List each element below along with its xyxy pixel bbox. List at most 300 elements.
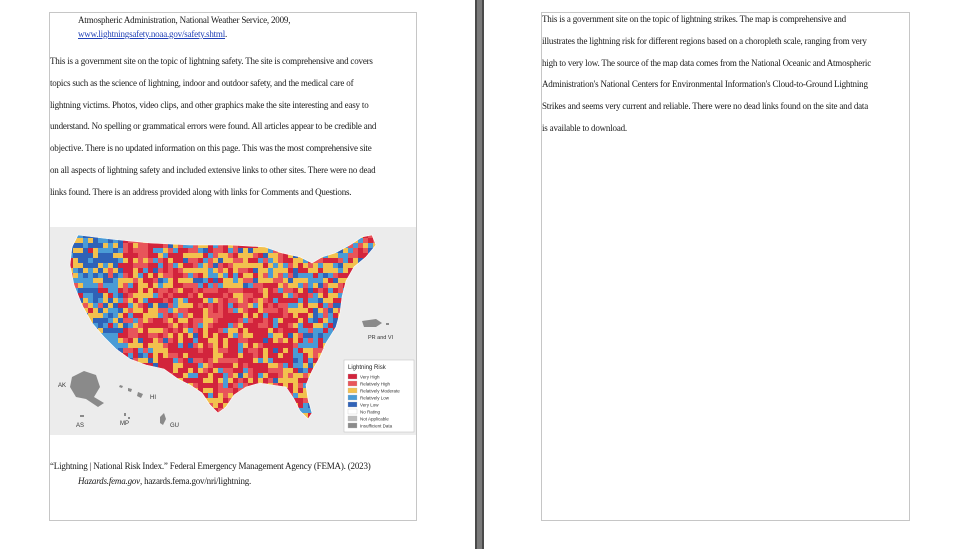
county-cell [143,283,148,288]
county-cell [208,368,213,373]
county-cell [223,273,228,278]
county-cell [88,273,93,278]
county-cell [308,308,313,313]
county-cell [333,263,338,268]
county-cell [263,303,268,308]
legend-label: No Rating [360,409,381,415]
county-cell [133,303,138,308]
county-cell [198,298,203,303]
county-cell [273,358,278,363]
county-cell [128,298,133,303]
county-cell [198,363,203,368]
county-cell [153,323,158,328]
county-cell [123,318,128,323]
county-cell [283,313,288,318]
county-cell [268,253,273,258]
county-cell [253,283,258,288]
county-cell [283,263,288,268]
county-cell [138,318,143,323]
county-cell [293,373,298,378]
county-cell [243,358,248,363]
county-cell [188,373,193,378]
county-cell [233,328,238,333]
county-cell [183,278,188,283]
county-cell [233,318,238,323]
county-cell [158,258,163,263]
county-cell [153,358,158,363]
paragraph-line: lightning victims. Photos, video clips, and other graphics make the site interesting and easy to [50,99,369,110]
county-cell [158,283,163,288]
county-cell [243,283,248,288]
county-cell [108,263,113,268]
legend-swatch [348,381,357,386]
county-cell [343,263,348,268]
county-cell [198,353,203,358]
county-cell [248,358,253,363]
county-cell [238,313,243,318]
county-cell [148,248,153,253]
legend-swatch [348,409,357,414]
county-cell [193,323,198,328]
county-cell [343,248,348,253]
county-cell [153,278,158,283]
county-cell [98,283,103,288]
county-cell [143,303,148,308]
county-cell [263,248,268,253]
county-cell [238,293,243,298]
county-cell [228,263,233,268]
county-cell [118,283,123,288]
county-cell [183,343,188,348]
county-cell [283,363,288,368]
county-cell [218,318,223,323]
county-cell [268,263,273,268]
county-cell [288,333,293,338]
paragraph-line: is available to download. [542,122,627,133]
county-cell [323,318,328,323]
county-cell [183,283,188,288]
county-cell [153,313,158,318]
county-cell [193,268,198,273]
county-cell [248,293,253,298]
county-cell [183,313,188,318]
county-cell [323,293,328,298]
county-cell [273,323,278,328]
county-cell [78,258,83,263]
county-cell [328,328,333,333]
county-cell [288,323,293,328]
county-cell [288,273,293,278]
county-cell [313,308,318,313]
legend-label: Relatively High [360,381,391,387]
county-cell [123,248,128,253]
county-cell [203,248,208,253]
county-cell [128,293,133,298]
county-cell [123,253,128,258]
county-cell [83,268,88,273]
county-cell [163,323,168,328]
county-cell [223,343,228,348]
county-cell [208,398,213,403]
county-cell [98,258,103,263]
county-cell [328,323,333,328]
county-cell [198,288,203,293]
county-cell [283,268,288,273]
county-cell [313,333,318,338]
county-cell [298,278,303,283]
county-cell [253,268,258,273]
county-cell [183,248,188,253]
county-cell [208,283,213,288]
county-cell [268,278,273,283]
county-cell [333,303,338,308]
county-cell [158,318,163,323]
county-cell [268,353,273,358]
county-cell [218,283,223,288]
county-cell [118,328,123,333]
county-cell [123,338,128,343]
county-cell [223,308,228,313]
county-cell [93,263,98,268]
county-cell [78,243,83,248]
county-cell [303,283,308,288]
county-cell [98,238,103,243]
county-cell [238,373,243,378]
county-cell [103,288,108,293]
county-cell [278,283,283,288]
county-cell [293,263,298,268]
county-cell [268,268,273,273]
county-cell [153,353,158,358]
county-cell [318,278,323,283]
county-cell [113,293,118,298]
county-cell [318,313,323,318]
county-cell [303,273,308,278]
county-cell [318,308,323,313]
county-cell [158,253,163,258]
document-page-right [541,12,910,521]
county-cell [358,253,363,258]
county-cell [208,288,213,293]
county-cell [203,253,208,258]
county-cell [173,328,178,333]
county-cell [183,328,188,333]
county-cell [248,343,253,348]
paragraph-line: high to very low. The source of the map data comes from the National Oceanic and Atmospheric [542,57,871,68]
county-cell [353,243,358,248]
county-cell [108,278,113,283]
county-cell [333,273,338,278]
county-cell [258,358,263,363]
county-cell [248,308,253,313]
county-cell [263,338,268,343]
county-cell [243,248,248,253]
county-cell [308,323,313,328]
county-cell [303,398,308,403]
county-cell [163,288,168,293]
county-cell [203,298,208,303]
county-cell [208,318,213,323]
county-cell [123,323,128,328]
county-cell [78,268,83,273]
county-cell [233,358,238,363]
county-cell [173,258,178,263]
county-cell [193,368,198,373]
county-cell [333,298,338,303]
label-gu: GU [170,423,179,429]
county-cell [163,353,168,358]
county-cell [228,313,233,318]
county-cell [138,288,143,293]
county-cell [218,313,223,318]
county-cell [223,383,228,388]
county-cell [133,293,138,298]
county-cell [313,278,318,283]
county-cell [228,318,233,323]
county-cell [183,258,188,263]
county-cell [88,278,93,283]
county-cell [223,368,228,373]
county-cell [148,318,153,323]
county-cell [123,283,128,288]
county-cell [283,348,288,353]
county-cell [153,303,158,308]
county-cell [258,363,263,368]
county-cell [253,338,258,343]
county-cell [178,258,183,263]
county-cell [263,328,268,333]
county-cell [148,358,153,363]
county-cell [348,248,353,253]
county-cell [188,358,193,363]
county-cell [273,353,278,358]
county-cell [233,253,238,258]
county-cell [168,298,173,303]
county-cell [143,253,148,258]
county-cell [313,273,318,278]
county-cell [323,308,328,313]
county-cell [268,328,273,333]
county-cell [248,323,253,328]
county-cell [133,258,138,263]
county-cell [78,283,83,288]
county-cell [218,328,223,333]
county-cell [188,318,193,323]
county-cell [108,298,113,303]
county-cell [108,248,113,253]
county-cell [298,358,303,363]
county-cell [168,258,173,263]
county-cell [133,353,138,358]
county-cell [308,278,313,283]
county-cell [303,313,308,318]
county-cell [218,278,223,283]
county-cell [208,298,213,303]
county-cell [238,348,243,353]
county-cell [138,258,143,263]
map-graphic [50,227,417,435]
county-cell [333,288,338,293]
county-cell [193,248,198,253]
county-cell [233,388,238,393]
county-cell [203,303,208,308]
county-cell [188,303,193,308]
county-cell [103,298,108,303]
county-cell [263,373,268,378]
county-cell [198,308,203,313]
county-cell [328,293,333,298]
county-cell [213,313,218,318]
county-cell [233,298,238,303]
county-cell [313,348,318,353]
county-cell [158,288,163,293]
county-cell [208,343,213,348]
county-cell [283,308,288,313]
county-cell [353,253,358,258]
county-cell [238,368,243,373]
county-cell [103,303,108,308]
county-cell [203,323,208,328]
county-cell [213,393,218,398]
document-page-left [49,12,417,521]
county-cell [128,308,133,313]
county-cell [233,323,238,328]
county-cell [213,368,218,373]
noaa-safety-link[interactable]: www.lightningsafety.noaa.gov/safety.shtml [78,29,226,39]
county-cell [268,358,273,363]
county-cell [188,368,193,373]
county-cell [283,378,288,383]
county-cell [328,288,333,293]
county-cell [168,308,173,313]
county-cell [148,343,153,348]
county-cell [203,373,208,378]
county-cell [238,268,243,273]
county-cell [113,278,118,283]
county-cell [103,268,108,273]
county-cell [293,273,298,278]
county-cell [253,363,258,368]
county-cell [168,253,173,258]
county-cell [183,348,188,353]
county-cell [158,338,163,343]
county-cell [208,278,213,283]
county-cell [183,373,188,378]
county-cell [98,308,103,313]
county-cell [163,318,168,323]
county-cell [273,288,278,293]
county-cell [243,328,248,333]
county-cell [283,258,288,263]
county-cell [198,293,203,298]
map-legend [344,360,414,432]
county-cell [168,278,173,283]
county-cell [283,293,288,298]
county-cell [158,328,163,333]
bottom-citation-rest: , hazards.fema.gov/nri/lightning. [139,475,252,486]
county-cell [178,288,183,293]
county-cell [93,238,98,243]
county-cell [153,328,158,333]
paragraph-line: This is a government site on the topic of lightning strikes. The map is comprehensive and [542,14,846,24]
county-cell [83,278,88,283]
county-cell [178,293,183,298]
county-cell [193,258,198,263]
county-cell [118,263,123,268]
county-cell [88,248,93,253]
county-cell [313,263,318,268]
legend-label: Very High [360,374,380,380]
county-cell [183,363,188,368]
county-cell [278,293,283,298]
county-cell [193,333,198,338]
county-cell [153,338,158,343]
county-cell [163,278,168,283]
county-cell [308,353,313,358]
county-cell [253,303,258,308]
county-cell [308,273,313,278]
county-cell [173,303,178,308]
county-cell [313,293,318,298]
county-cell [113,328,118,333]
county-cell [228,378,233,383]
county-cell [113,313,118,318]
county-cell [263,268,268,273]
county-cell [293,268,298,273]
county-cell [128,278,133,283]
county-cell [303,363,308,368]
county-cell [333,308,338,313]
county-cell [288,288,293,293]
county-cell [118,298,123,303]
county-cell [178,343,183,348]
legend-label: Relatively Low [360,395,390,401]
county-cell [248,278,253,283]
county-cell [243,263,248,268]
county-cell [183,273,188,278]
county-cell [168,293,173,298]
county-cell [223,323,228,328]
county-cell [118,248,123,253]
county-cell [298,403,303,408]
county-cell [223,303,228,308]
county-cell [163,293,168,298]
county-cell [283,343,288,348]
american-samoa-shape [80,415,84,417]
county-cell [173,298,178,303]
county-cell [368,238,373,243]
county-cell [228,308,233,313]
county-cell [298,388,303,393]
county-cell [168,358,173,363]
county-cell [218,263,223,268]
county-cell [223,298,228,303]
county-cell [258,263,263,268]
county-cell [318,343,323,348]
county-cell [138,353,143,358]
county-cell [163,248,168,253]
county-cell [198,348,203,353]
county-cell [263,343,268,348]
county-cell [248,313,253,318]
county-cell [223,318,228,323]
county-cell [288,318,293,323]
county-cell [243,338,248,343]
county-cell [113,248,118,253]
county-cell [103,293,108,298]
county-cell [288,363,293,368]
county-cell [178,318,183,323]
